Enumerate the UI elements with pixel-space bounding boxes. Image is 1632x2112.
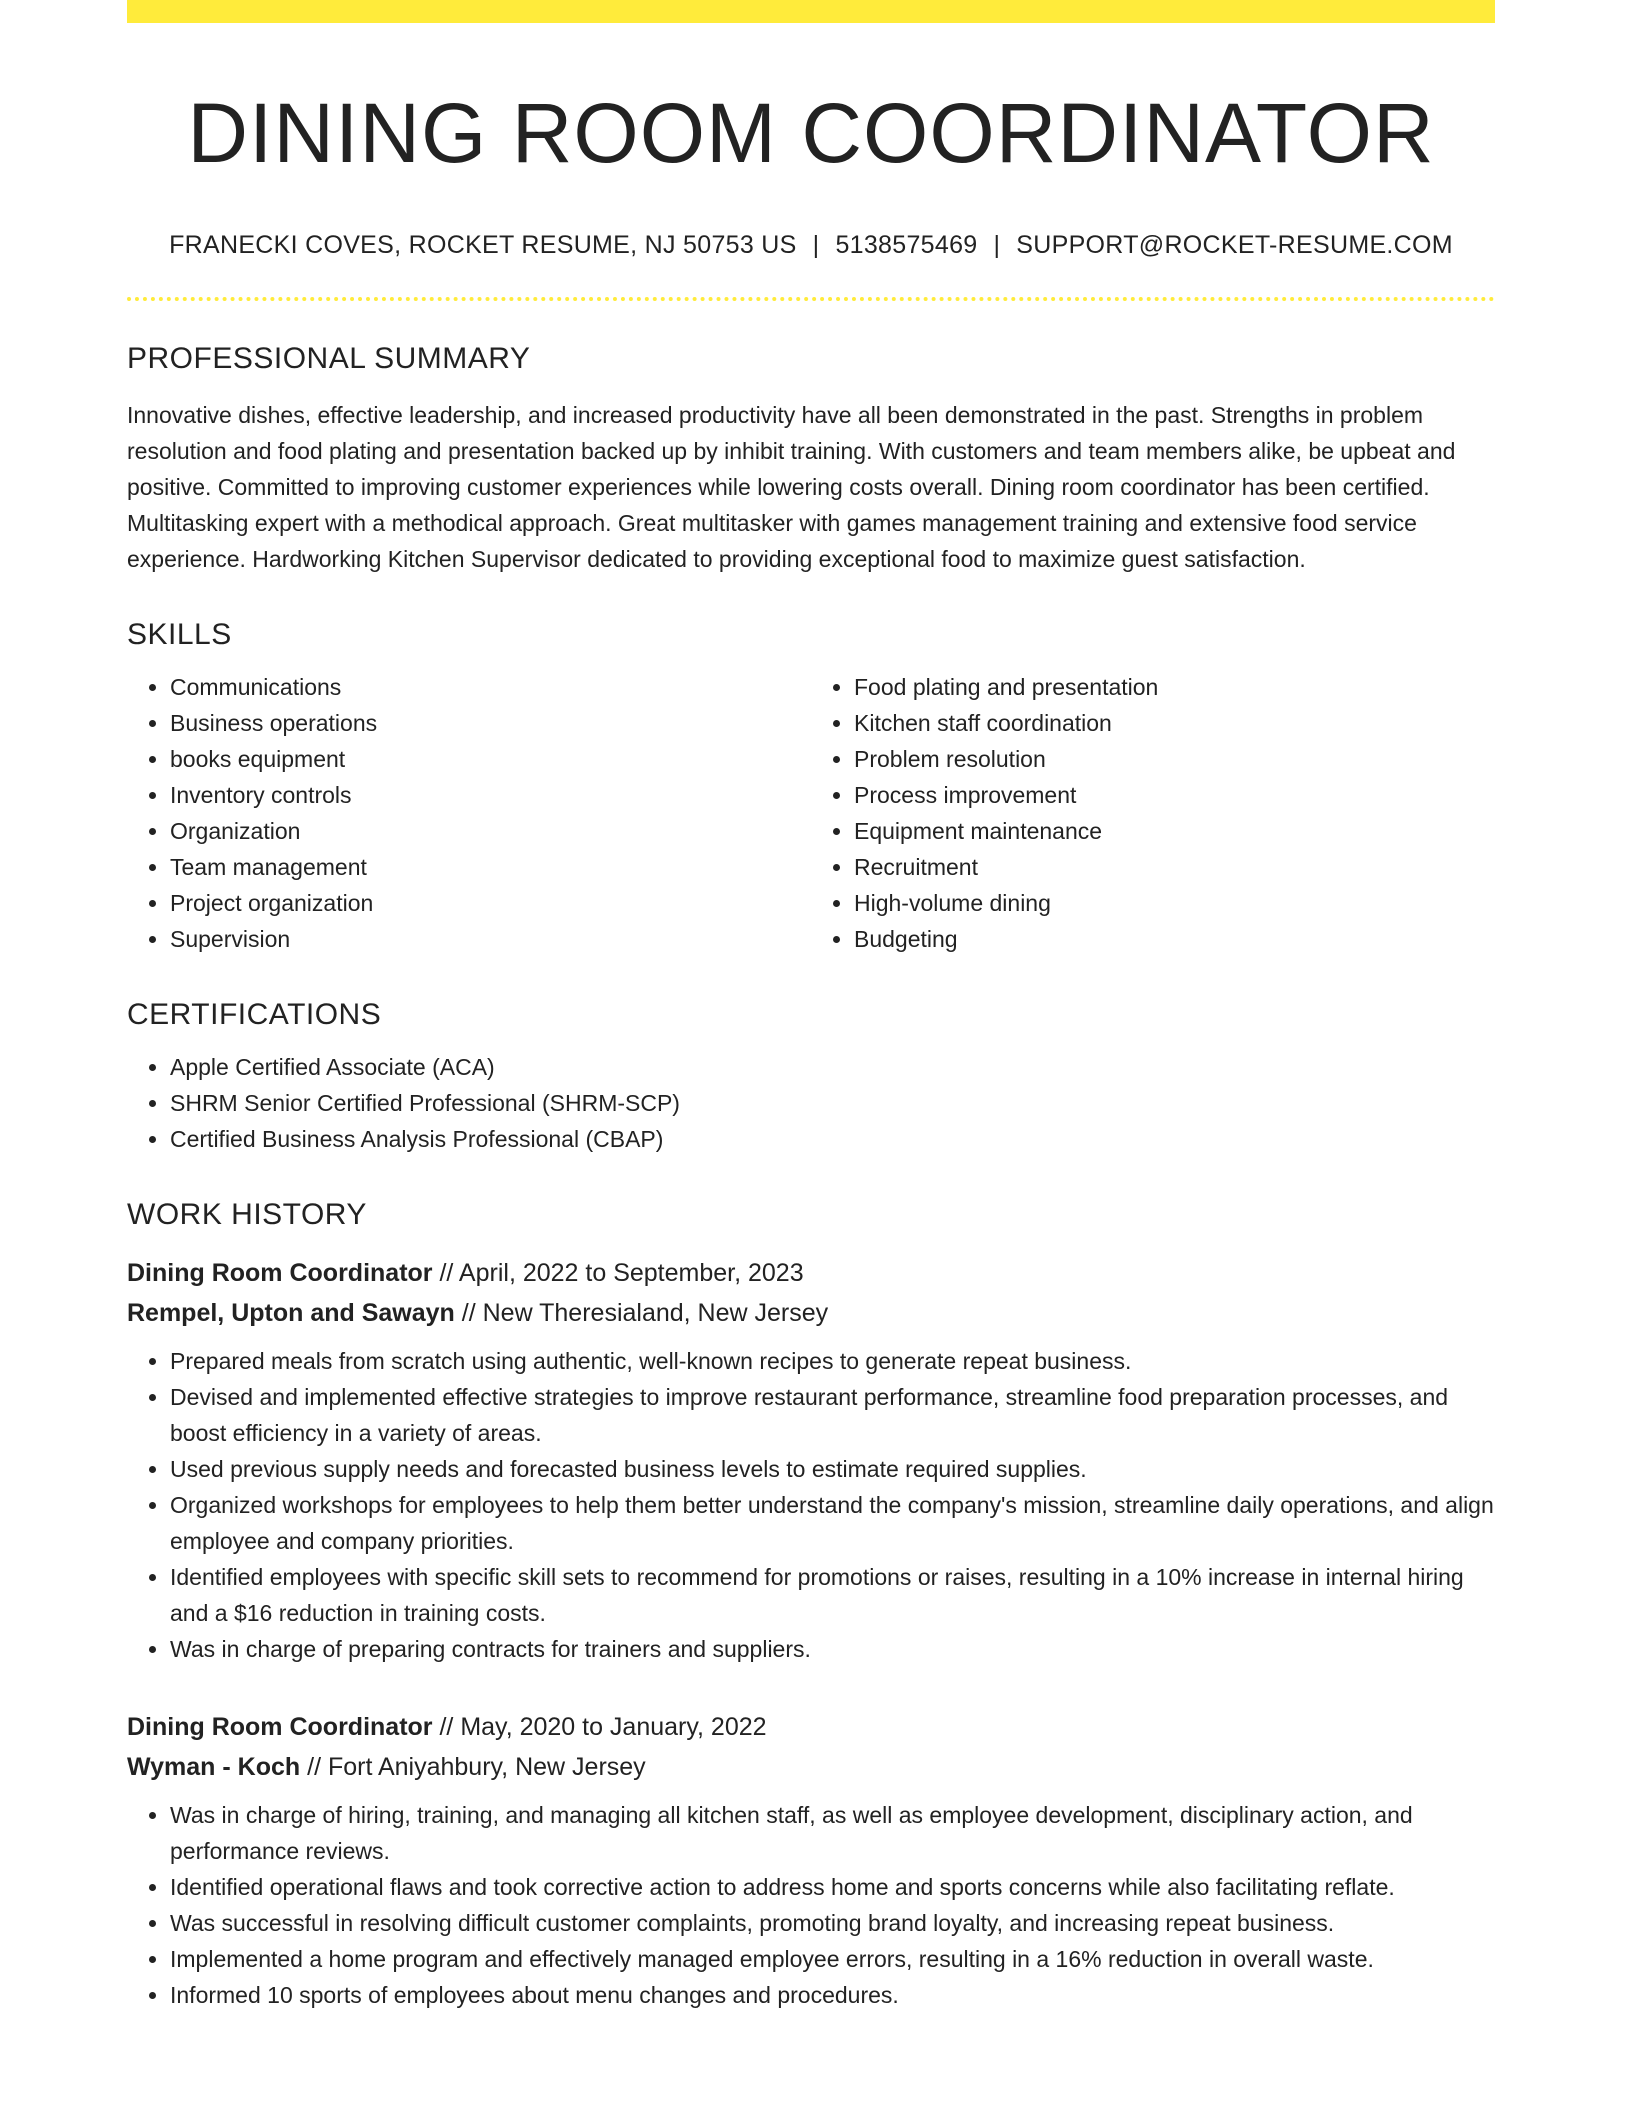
skill-item: • Budgeting xyxy=(854,921,1495,957)
skill-item: • Team management xyxy=(170,849,811,885)
job-bullet: • Identified operational flaws and took corrective action to address home and sports concerns while also facilitating reflate. xyxy=(170,1869,1495,1905)
job-company-line xyxy=(127,1293,1495,1333)
job-bullets xyxy=(127,1797,1495,2013)
job-bullet: • Implemented a home program and effectively managed employee errors, resulting in a 16% reduction in overall waste. xyxy=(170,1941,1495,1977)
job-bullet: • Devised and implemented effective strategies to improve restaurant performance, streamline food preparation processes, and boost efficiency in a variety of areas. xyxy=(170,1379,1495,1451)
job-dates: // April, 2022 to September, 2023 xyxy=(432,1259,804,1287)
skill-item: • Kitchen staff coordination xyxy=(854,705,1495,741)
job-bullet: • Organized workshops for employees to help them better understand the company's mission, streamline daily operations, and align employee and company priorities. xyxy=(170,1487,1495,1559)
contact-phone: 5138575469 xyxy=(835,231,978,259)
job-role-line xyxy=(127,1707,1495,1747)
skills-columns xyxy=(127,669,1495,957)
job-company-line xyxy=(127,1747,1495,1787)
certification-item: • SHRM Senior Certified Professional (SHRM-SCP) xyxy=(170,1085,1495,1121)
skills-list-left xyxy=(127,669,811,957)
job-role: Dining Room Coordinator xyxy=(127,1259,433,1287)
job-bullet: • Identified employees with specific skill sets to recommend for promotions or raises, resulting in a 10% increase in internal hiring and a $16 reduction in training costs. xyxy=(170,1559,1495,1631)
job-bullet: • Used previous supply needs and forecasted business levels to estimate required supplies. xyxy=(170,1451,1495,1487)
contact-separator: | xyxy=(993,231,1001,259)
skill-item: • Recruitment xyxy=(854,849,1495,885)
contact-address: FRANECKI COVES, ROCKET RESUME, NJ 50753 US xyxy=(169,231,797,259)
skills-heading: SKILLS xyxy=(127,618,232,651)
top-accent-bar xyxy=(127,0,1495,23)
job-bullet: • Was successful in resolving difficult customer complaints, promoting brand loyalty, and increasing repeat business. xyxy=(170,1905,1495,1941)
skill-item: • Food plating and presentation xyxy=(854,669,1495,705)
certifications-list xyxy=(127,1049,1495,1157)
job-bullet: • Informed 10 sports of employees about menu changes and procedures. xyxy=(170,1977,1495,2013)
skill-item: • Inventory controls xyxy=(170,777,811,813)
skill-item: • Equipment maintenance xyxy=(854,813,1495,849)
job-entry xyxy=(127,1707,1495,2013)
job-company: Rempel, Upton and Sawayn xyxy=(127,1299,455,1327)
skill-item: • Communications xyxy=(170,669,811,705)
job-bullets xyxy=(127,1343,1495,1667)
job-bullet: • Was in charge of hiring, training, and managing all kitchen staff, as well as employee development, disciplinary action, and performance reviews. xyxy=(170,1797,1495,1869)
job-entry xyxy=(127,1253,1495,1667)
summary-heading: PROFESSIONAL SUMMARY xyxy=(127,342,531,375)
work-history-heading: WORK HISTORY xyxy=(127,1198,367,1231)
contact-line xyxy=(127,229,1495,261)
skill-item: • Business operations xyxy=(170,705,811,741)
dotted-divider xyxy=(127,297,1495,301)
skill-item: • Problem resolution xyxy=(854,741,1495,777)
contact-email: SUPPORT@ROCKET-RESUME.COM xyxy=(1016,231,1453,259)
job-dates: // May, 2020 to January, 2022 xyxy=(432,1713,767,1741)
skill-item: • Process improvement xyxy=(854,777,1495,813)
job-bullet: • Was in charge of preparing contracts for trainers and suppliers. xyxy=(170,1631,1495,1667)
certification-item: • Apple Certified Associate (ACA) xyxy=(170,1049,1495,1085)
skill-item: • Supervision xyxy=(170,921,811,957)
certification-item: • Certified Business Analysis Professional (CBAP) xyxy=(170,1121,1495,1157)
job-location: // New Theresialand, New Jersey xyxy=(454,1299,829,1327)
job-bullet: • Prepared meals from scratch using authentic, well-known recipes to generate repeat business. xyxy=(170,1343,1495,1379)
job-location: // Fort Aniyahbury, New Jersey xyxy=(300,1753,646,1781)
contact-separator: | xyxy=(812,231,820,259)
summary-text: Innovative dishes, effective leadership, and increased productivity have all been demonstrated in the past. Strengths in problem resolution and food plating and presentation backed up by inhibit training. With customers and team members alike, be upbeat and positive. Committed to improving customer experiences while lowering costs overall. Dining room coordinator has been certified. Multitasking expert with a methodical approach. Great multitasker with games management training and extensive food service experience. Hardworking Kitchen Supervisor dedicated to providing exceptional food to maximize guest satisfaction. xyxy=(127,402,1456,572)
resume-title: DINING ROOM COORDINATOR xyxy=(187,86,1435,180)
skill-item: • High-volume dining xyxy=(854,885,1495,921)
skill-item: • Organization xyxy=(170,813,811,849)
job-company: Wyman - Koch xyxy=(127,1753,301,1781)
job-role: Dining Room Coordinator xyxy=(127,1713,433,1741)
skills-list-right xyxy=(811,669,1495,957)
skill-item: • Project organization xyxy=(170,885,811,921)
job-role-line xyxy=(127,1253,1495,1293)
resume-page xyxy=(127,0,1495,2013)
certifications-heading: CERTIFICATIONS xyxy=(127,998,382,1031)
skill-item: • books equipment xyxy=(170,741,811,777)
